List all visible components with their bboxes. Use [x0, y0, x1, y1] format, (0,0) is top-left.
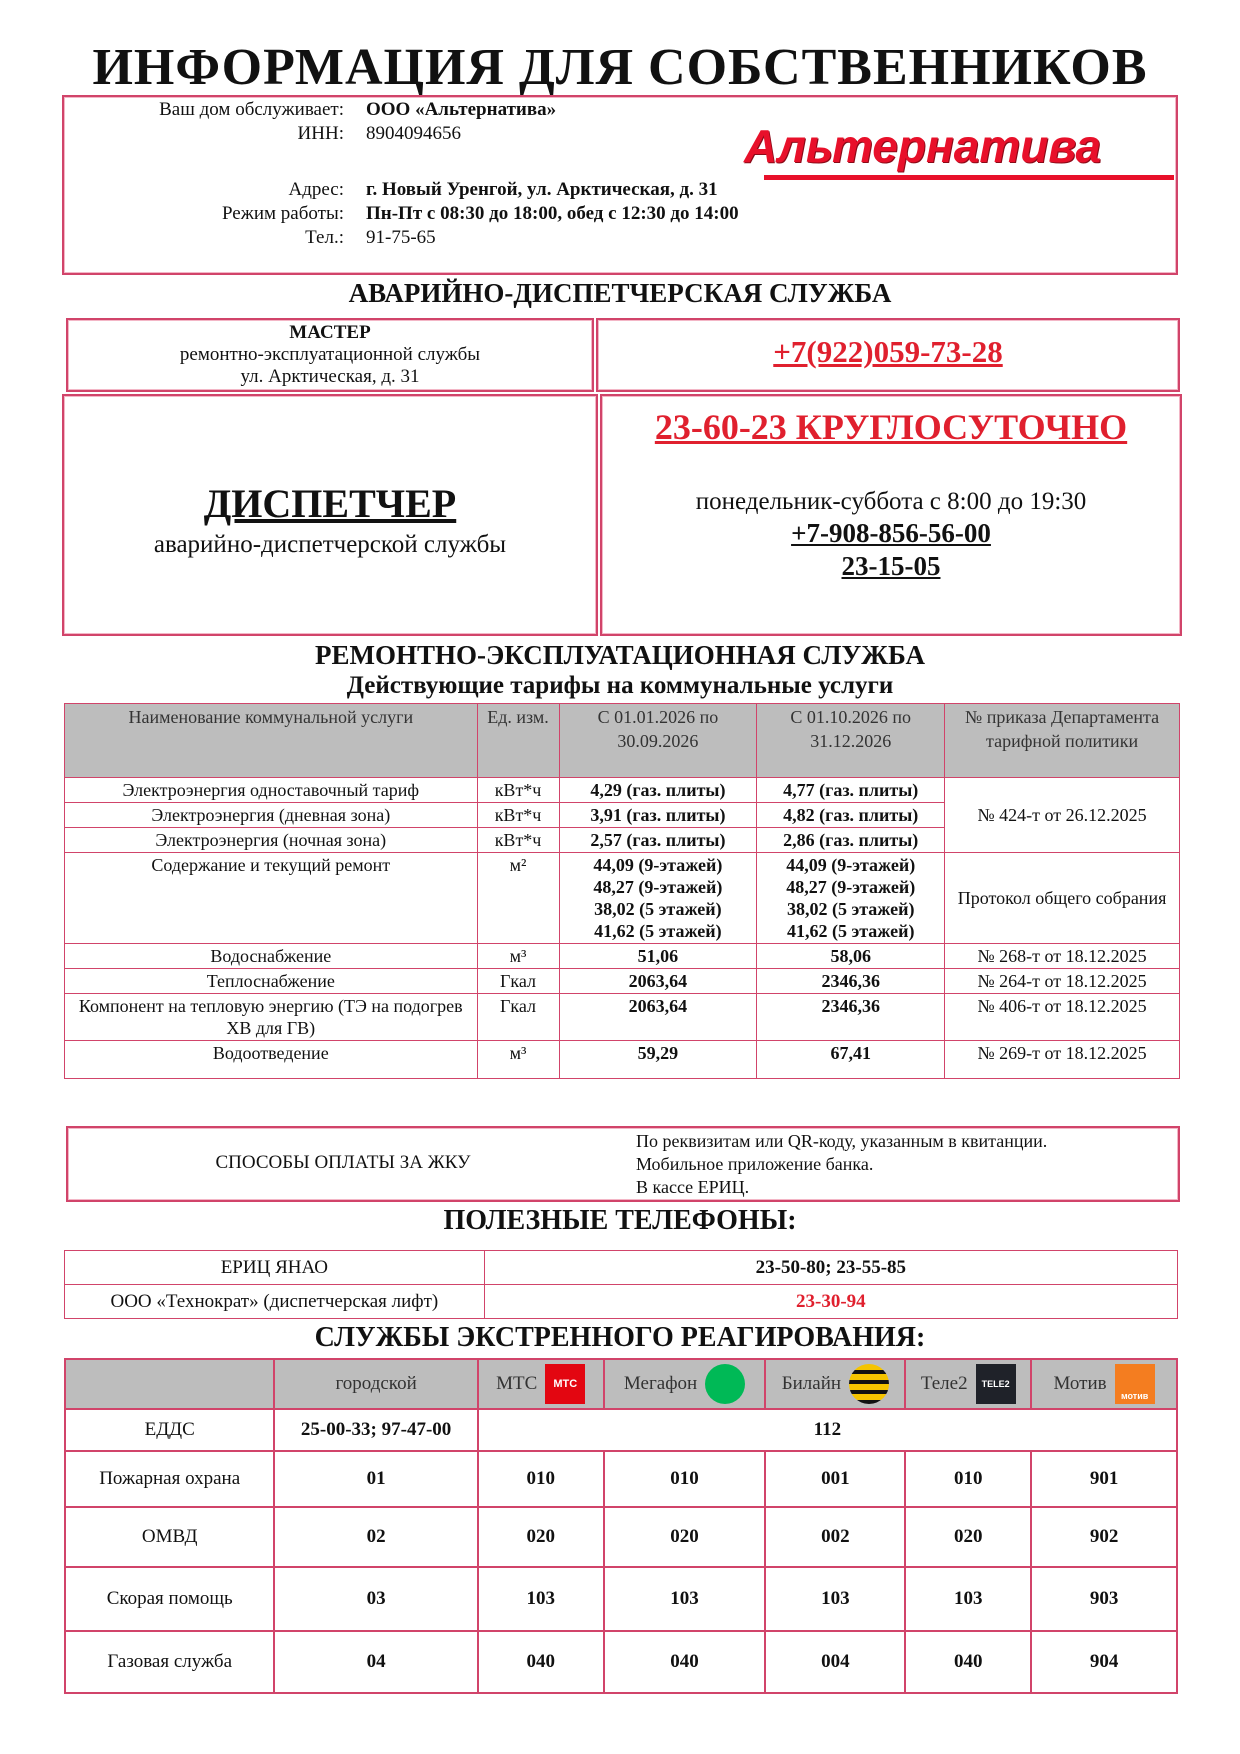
- tariff-period2: [757, 853, 945, 944]
- phone-number[interactable]: 23-30-94: [484, 1285, 1177, 1319]
- tariff-period1: 4,29 (газ. плиты): [559, 778, 757, 803]
- tariff-period2: 2346,36: [757, 994, 945, 1041]
- mts-number: 010: [478, 1451, 604, 1507]
- mts-logo-icon: МТС: [545, 1364, 585, 1404]
- table-row: [65, 1409, 1177, 1451]
- motiv-number: 903: [1031, 1567, 1177, 1631]
- tariff-period2: 2346,36: [757, 969, 945, 994]
- operator-label: МТС: [496, 1373, 538, 1394]
- tele2-number: 103: [905, 1567, 1031, 1631]
- header-period2: С 01.10.2026 по 31.12.2026: [757, 704, 945, 778]
- megafon-number: 040: [604, 1631, 766, 1693]
- header-tele2: [905, 1359, 1031, 1409]
- served-label: Ваш дом обслуживает:: [159, 99, 344, 120]
- city-number: 25-00-33; 97-47-00: [274, 1409, 477, 1451]
- header-mts: [478, 1359, 604, 1409]
- tariff-period1: 2063,64: [559, 994, 757, 1041]
- phone-label: Тел.:: [305, 227, 344, 248]
- beeline-number: 103: [765, 1567, 905, 1631]
- service-unit: м³: [477, 1041, 559, 1079]
- table-row: [65, 778, 1180, 803]
- dispatcher-box: [62, 394, 598, 636]
- mts-number: 040: [478, 1631, 604, 1693]
- service-name: Водоотведение: [65, 1041, 478, 1079]
- payment-label: СПОСОБЫ ОПЛАТЫ ЗА ЖКУ: [215, 1152, 471, 1173]
- table-row: [65, 1251, 1178, 1285]
- table-row: [65, 1507, 1177, 1567]
- service-name: Компонент на тепловую энергию (ТЭ на подогрев ХВ для ГВ): [65, 994, 478, 1041]
- logo-underline: [764, 175, 1174, 180]
- table-row: [65, 969, 1180, 994]
- tariff-value: 48,27 (9-этажей): [786, 877, 916, 897]
- dispatcher-city[interactable]: 23-15-05: [841, 551, 941, 581]
- master-phone-box: [596, 318, 1180, 392]
- dispatcher-sub: аварийно-диспетчерской службы: [153, 531, 507, 558]
- table-row: [65, 1285, 1178, 1319]
- table-row: [65, 994, 1180, 1041]
- order-number: № 264-т от 18.12.2025: [945, 969, 1180, 994]
- payment-method: В кассе ЕРИЦ.: [636, 1177, 750, 1197]
- tele2-number: 020: [905, 1507, 1031, 1567]
- header-motiv: [1031, 1359, 1177, 1409]
- service-unit: Гкал: [477, 969, 559, 994]
- table-row: [65, 1041, 1180, 1079]
- useful-phones-heading: ПОЛЕЗНЫЕ ТЕЛЕФОНЫ:: [443, 1205, 797, 1236]
- useful-phones-table: [64, 1250, 1178, 1319]
- service-name: ОМВД: [65, 1507, 274, 1567]
- phone-number[interactable]: 23-50-80; 23-55-85: [484, 1251, 1177, 1285]
- header-beeline: [765, 1359, 905, 1409]
- megafon-logo-icon: [705, 1364, 745, 1404]
- tariff-period1: [559, 853, 757, 944]
- tariff-period2: 2,86 (газ. плиты): [757, 828, 945, 853]
- table-row: [65, 1451, 1177, 1507]
- table-row: [65, 1631, 1177, 1693]
- tariff-value: 44,09 (9-этажей): [593, 855, 723, 875]
- order-number: № 268-т от 18.12.2025: [945, 944, 1180, 969]
- master-sub: ремонтно-эксплуатационной службы: [179, 344, 481, 365]
- mts-number: 020: [478, 1507, 604, 1567]
- service-name: Электроэнергия (ночная зона): [65, 828, 478, 853]
- operator-label: Мегафон: [623, 1373, 698, 1394]
- header-unit: Ед. изм.: [477, 704, 559, 778]
- payment-method: По реквизитам или QR-коду, указанным в квитанции.: [636, 1131, 1048, 1151]
- tariff-period1: 2,57 (газ. плиты): [559, 828, 757, 853]
- tariff-value: 41,62 (5 этажей): [786, 921, 915, 941]
- city-number: 01: [274, 1451, 477, 1507]
- operator-label: Мотив: [1053, 1373, 1107, 1394]
- payment-methods: [636, 1130, 1047, 1199]
- beeline-logo-icon: [849, 1364, 889, 1404]
- motiv-number: 902: [1031, 1507, 1177, 1567]
- service-unit: м³: [477, 944, 559, 969]
- tariff-table: [64, 703, 1180, 1079]
- header-city: городской: [274, 1359, 477, 1409]
- order-number: № 424-т от 26.12.2025: [945, 778, 1180, 853]
- order-number: № 406-т от 18.12.2025: [945, 994, 1180, 1041]
- tele2-number: 010: [905, 1451, 1031, 1507]
- payment-method: Мобильное приложение банка.: [636, 1154, 874, 1174]
- tariff-value: 38,02 (5 этажей): [786, 899, 915, 919]
- order-number: № 269-т от 18.12.2025: [945, 1041, 1180, 1079]
- phone-org-name: ООО «Технократ» (диспетчерская лифт): [65, 1285, 485, 1319]
- dispatcher-phones-box: [600, 394, 1182, 636]
- tariff-period1: 2063,64: [559, 969, 757, 994]
- phone-org-name: ЕРИЦ ЯНАО: [65, 1251, 485, 1285]
- mobile-number: 112: [478, 1409, 1177, 1451]
- megafon-number: 020: [604, 1507, 766, 1567]
- header-service: Наименование коммунальной услуги: [65, 704, 478, 778]
- city-number: 02: [274, 1507, 477, 1567]
- tariff-value: 41,62 (5 этажей): [594, 921, 722, 941]
- header-megafon: [604, 1359, 766, 1409]
- master-phone[interactable]: +7(922)059-73-28: [773, 334, 1003, 369]
- service-unit: кВт*ч: [477, 778, 559, 803]
- hours-label: Режим работы:: [221, 203, 344, 224]
- service-unit: кВт*ч: [477, 828, 559, 853]
- tariff-value: 44,09 (9-этажей): [786, 855, 916, 875]
- master-title: МАСТЕР: [289, 322, 371, 343]
- beeline-number: 002: [765, 1507, 905, 1567]
- master-box: [66, 318, 594, 392]
- tariff-header-row: [65, 704, 1180, 778]
- table-row: [65, 1567, 1177, 1631]
- dispatch-heading: АВАРИЙНО-ДИСПЕТЧЕРСКАЯ СЛУЖБА: [348, 278, 892, 308]
- service-name: Водоснабжение: [65, 944, 478, 969]
- mts-number: 103: [478, 1567, 604, 1631]
- service-name: ЕДДС: [65, 1409, 274, 1451]
- tariff-value: 38,02 (5 этажей): [594, 899, 722, 919]
- dispatcher-mobile[interactable]: +7-908-856-56-00: [791, 518, 991, 548]
- inn-value: 8904094656: [366, 123, 461, 144]
- motiv-number: 901: [1031, 1451, 1177, 1507]
- address-value: г. Новый Уренгой, ул. Арктическая, д. 31: [366, 179, 718, 200]
- emergency-header-row: [65, 1359, 1177, 1409]
- tariff-subheading: Действующие тарифы на коммунальные услуги: [346, 672, 894, 699]
- dispatcher-schedule: понедельник-суббота с 8:00 до 19:30: [695, 488, 1087, 515]
- tariff-period2: 67,41: [757, 1041, 945, 1079]
- company-logo: Альтернатива: [744, 120, 1102, 172]
- beeline-number: 004: [765, 1631, 905, 1693]
- tariff-value: 48,27 (9-этажей): [593, 877, 723, 897]
- phone-value: 91-75-65: [366, 227, 436, 248]
- tele2-number: 040: [905, 1631, 1031, 1693]
- service-name: Электроэнергия (дневная зона): [65, 803, 478, 828]
- motiv-logo-icon: мотив: [1115, 1364, 1155, 1404]
- order-number: Протокол общего собрания: [945, 853, 1180, 944]
- megafon-number: 103: [604, 1567, 766, 1631]
- payment-box: [66, 1126, 1180, 1202]
- service-unit: Гкал: [477, 994, 559, 1041]
- table-row: [65, 853, 1180, 944]
- served-value: ООО «Альтернатива»: [366, 99, 557, 120]
- hours-value: Пн-Пт с 08:30 до 18:00, обед с 12:30 до 14:00: [366, 203, 739, 224]
- dispatcher-title: ДИСПЕТЧЕР: [203, 481, 457, 526]
- service-unit: кВт*ч: [477, 803, 559, 828]
- service-name: Пожарная охрана: [65, 1451, 274, 1507]
- round-clock-phone[interactable]: 23-60-23 КРУГЛОСУТОЧНО: [654, 407, 1128, 447]
- motiv-number: 904: [1031, 1631, 1177, 1693]
- page-title: ИНФОРМАЦИЯ ДЛЯ СОБСТВЕННИКОВ: [92, 39, 1148, 96]
- city-number: 03: [274, 1567, 477, 1631]
- table-row: [65, 944, 1180, 969]
- service-name: Содержание и текущий ремонт: [65, 853, 478, 944]
- address-label: Адрес:: [288, 179, 344, 200]
- master-address: ул. Арктическая, д. 31: [240, 366, 420, 387]
- city-number: 04: [274, 1631, 477, 1693]
- header-order: № приказа Департамента тарифной политики: [945, 704, 1180, 778]
- service-name: Теплоснабжение: [65, 969, 478, 994]
- inn-label: ИНН:: [297, 123, 344, 144]
- service-name: Газовая служба: [65, 1631, 274, 1693]
- tariff-period1: 3,91 (газ. плиты): [559, 803, 757, 828]
- beeline-number: 001: [765, 1451, 905, 1507]
- tariff-period2: 4,77 (газ. плиты): [757, 778, 945, 803]
- tariff-period2: 58,06: [757, 944, 945, 969]
- owner-info-box: [62, 95, 1178, 275]
- tariff-period1: 51,06: [559, 944, 757, 969]
- tariff-period2: 4,82 (газ. плиты): [757, 803, 945, 828]
- service-name: Скорая помощь: [65, 1567, 274, 1631]
- operator-label: Билайн: [781, 1373, 842, 1394]
- tariff-heading: РЕМОНТНО-ЭКСПЛУАТАЦИОННАЯ СЛУЖБА: [315, 640, 925, 670]
- tariff-period1: 59,29: [559, 1041, 757, 1079]
- header-period1: С 01.01.2026 по 30.09.2026: [559, 704, 757, 778]
- emergency-heading: СЛУЖБЫ ЭКСТРЕННОГО РЕАГИРОВАНИЯ:: [314, 1322, 926, 1353]
- service-unit: м²: [477, 853, 559, 944]
- megafon-number: 010: [604, 1451, 766, 1507]
- header-empty: [65, 1359, 274, 1409]
- tele2-logo-icon: TELE2: [976, 1364, 1016, 1404]
- emergency-table: [64, 1358, 1178, 1694]
- service-name: Электроэнергия одноставочный тариф: [65, 778, 478, 803]
- operator-label: Теле2: [920, 1373, 968, 1394]
